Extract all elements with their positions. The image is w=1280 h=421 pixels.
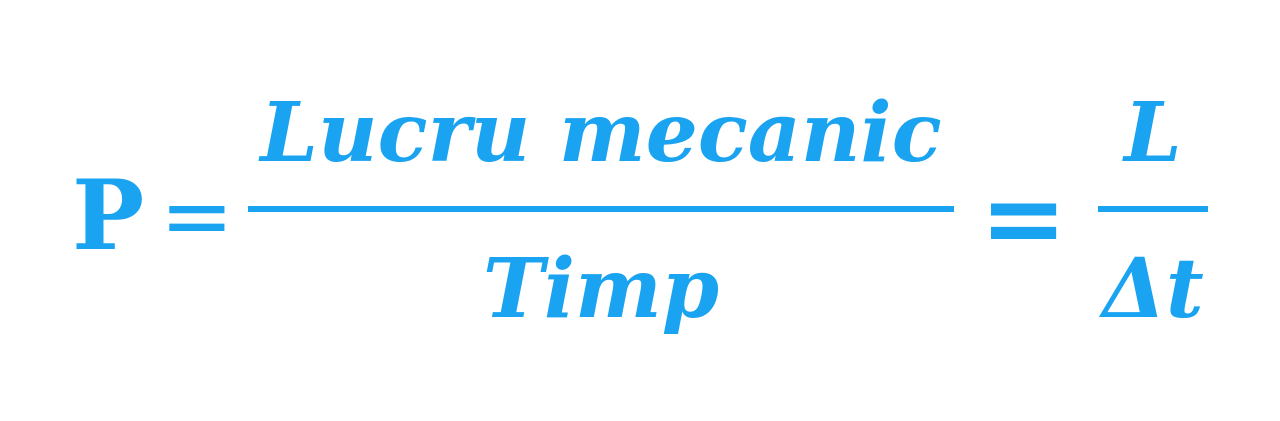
fraction-2-numerator: L — [1124, 85, 1182, 181]
equals-sign-second: = — [980, 157, 1068, 279]
fraction-1-numerator: Lucru mecanic — [260, 85, 942, 181]
equals-sign-first: = — [160, 164, 234, 267]
fraction-2-denominator: Δt — [1102, 241, 1204, 337]
fraction-2-bar — [1098, 206, 1208, 212]
fraction-1-bar — [248, 206, 954, 212]
power-symbol: P — [72, 159, 145, 272]
fraction-1-denominator: Timp — [482, 241, 720, 337]
